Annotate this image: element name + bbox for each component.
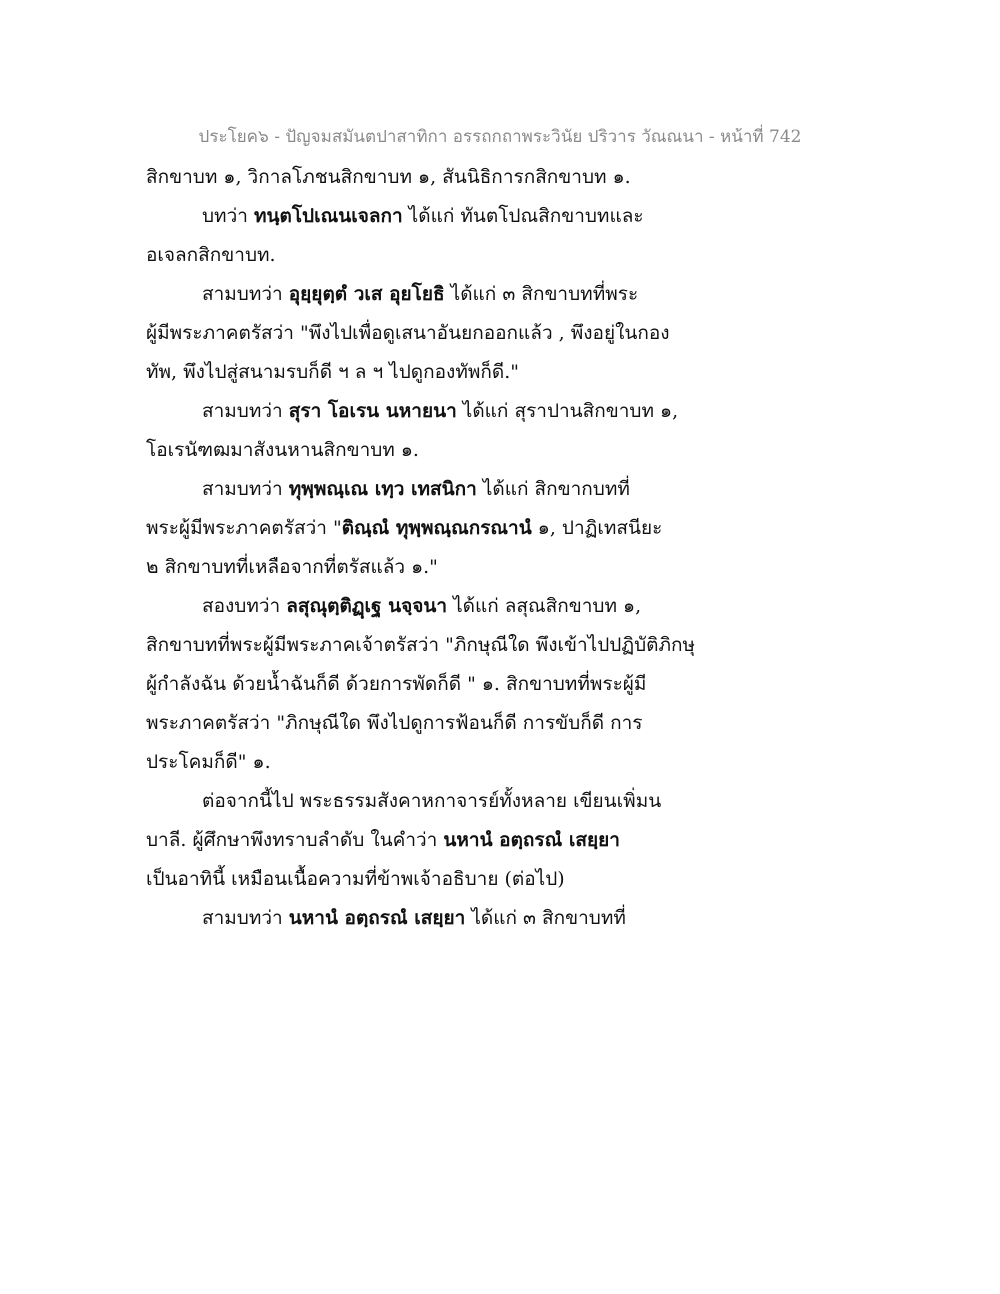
text-run: ผู้กำลังฉัน ด้วยน้ำฉันก็ดี ด้วยการพัดก็ดี " ๑. สิกขาบทที่พระผู้มี	[146, 673, 647, 695]
text-line	[146, 743, 876, 782]
text-line	[146, 392, 876, 431]
text-run: ทัพ, พึงไปสู่สนามรบก็ดี ฯ ล ฯ ไปดูกองทัพก็ดี."	[146, 361, 519, 383]
text-run: ๒ สิกขาบทที่เหลือจากที่ตรัสแล้ว ๑."	[146, 556, 438, 578]
text-run: สองบทว่า	[202, 595, 287, 617]
text-run: ได้แก่ สุราปานสิกขาบท ๑,	[456, 400, 679, 422]
bold-term: ทนฺตโปเณนเจลกา	[253, 205, 403, 227]
text-line	[146, 158, 876, 197]
text-run: ได้แก่ ลสุณสิกขาบท ๑,	[447, 595, 642, 617]
text-run: พระภาคตรัสว่า "ภิกษุณีใด พึงไปดูการฟ้อนก็ดี การขับก็ดี การ	[146, 712, 643, 734]
text-line	[146, 236, 876, 275]
text-run: ได้แก่ ๓ สิกขาบทที่	[465, 907, 626, 929]
text-line	[146, 782, 876, 821]
text-run: ประโคมก็ดี" ๑.	[146, 751, 271, 773]
text-line	[146, 665, 876, 704]
text-line	[146, 470, 876, 509]
text-line	[146, 353, 876, 392]
text-run: บาลี. ผู้ศึกษาพึงทราบลำดับ ในคำว่า	[146, 829, 444, 851]
bold-term: อุยฺยุตฺตํ วเส อุยโยธิ	[288, 283, 445, 305]
text-run: สิกขาบทที่พระผู้มีพระภาคเจ้าตรัสว่า "ภิกษุณีใด พึงเข้าไปปฏิบัติภิกษุ	[146, 634, 696, 656]
text-run: พระผู้มีพระภาคตรัสว่า "	[146, 517, 342, 539]
text-run: ๑, ปาฏิเทสนียะ	[531, 517, 663, 539]
text-line	[146, 197, 876, 236]
text-line	[146, 314, 876, 353]
text-run: สิกขาบท ๑, วิกาลโภชนสิกขาบท ๑, สันนิธิการกสิกขาบท ๑.	[146, 166, 631, 188]
text-run: บทว่า	[202, 205, 254, 227]
text-run: ได้แก่ ทันตโปณสิกขาบทและ	[402, 205, 644, 227]
text-run: ต่อจากนี้ไป พระธรรมสังคาหกาจารย์ทั้งหลาย เขียนเพิ่มน	[202, 790, 662, 812]
bold-term: ติณฺณํ ทุพฺพณฺณกรณานํ	[341, 517, 532, 539]
text-line	[146, 587, 876, 626]
text-line	[146, 860, 876, 899]
text-line	[146, 509, 876, 548]
text-run: สามบทว่า	[202, 400, 289, 422]
text-run: ผู้มีพระภาคตรัสว่า "พึงไปเพื่อดูเสนาอันยกออกแล้ว , พึงอยู่ในกอง	[146, 322, 670, 344]
text-line	[146, 275, 876, 314]
text-run: โอเรนัฑฒมาสังนหานสิกขาบท ๑.	[146, 439, 419, 461]
text-run: สามบทว่า	[202, 283, 289, 305]
text-line	[146, 899, 876, 938]
text-run: สามบทว่า	[202, 478, 289, 500]
bold-term: สุรา โอเรน นหายนา	[288, 400, 457, 422]
text-line	[146, 431, 876, 470]
document-body	[146, 158, 876, 938]
text-run: อเจลกสิกขาบท.	[146, 244, 276, 266]
bold-term: ลสุณุตฺติฏฺเฐ นจฺจนา	[286, 595, 448, 617]
bold-term: นหานํ อตฺถรณํ เสยฺยา	[288, 907, 466, 929]
bold-term: นหานํ อตฺถรณํ เสยฺยา	[443, 829, 620, 851]
bold-term: ทุพฺพณฺเณ เทฺว เทสนิกา	[288, 478, 477, 500]
text-line	[146, 626, 876, 665]
text-run: ได้แก่ ๓ สิกขาบทที่พระ	[444, 283, 639, 305]
text-line	[146, 704, 876, 743]
text-run: สามบทว่า	[202, 907, 289, 929]
page-header: ประโยค๖ - ปัญจมสมันตปาสาทิกา อรรถกถาพระวินัย ปริวาร วัณณนา - หน้าที่ 742	[198, 127, 802, 147]
text-line	[146, 548, 876, 587]
text-line	[146, 821, 876, 860]
text-run: เป็นอาทินี้ เหมือนเนื้อความที่ข้าพเจ้าอธิบาย (ต่อไป)	[146, 868, 565, 890]
text-run: ได้แก่ สิกขากบทที่	[476, 478, 630, 500]
